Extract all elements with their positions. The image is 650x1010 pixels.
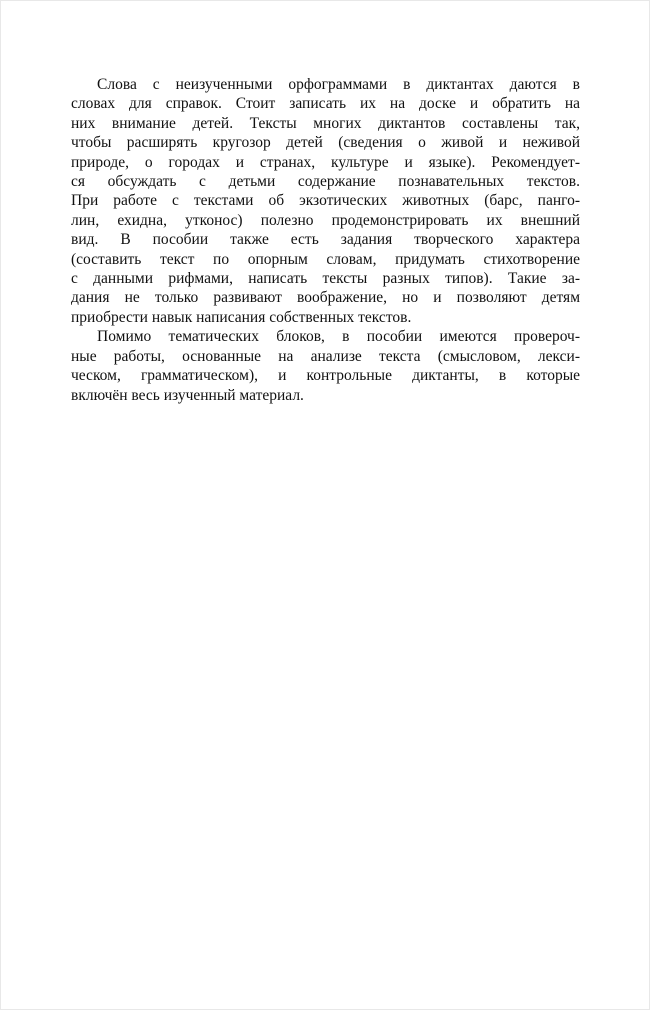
text-line: ные работы, основанные на анализе текста (смысловом, лекси- bbox=[71, 347, 580, 365]
text-line: чтобы расширять кругозор детей (сведения о живой и неживой bbox=[71, 134, 580, 152]
text-line: вид. В пособии также есть задания творческого характера bbox=[71, 231, 580, 249]
text-line: словах для справок. Стоит записать их на доске и обратить на bbox=[71, 95, 580, 113]
text-line: дания не только развивают воображение, но и позволяют детям bbox=[71, 289, 580, 307]
text-line: ся обсуждать с детьми содержание познавательных текстов. bbox=[71, 173, 580, 191]
paragraph bbox=[71, 75, 580, 327]
text-line: них внимание детей. Тексты многих диктантов составлены так, bbox=[71, 114, 580, 132]
text-block bbox=[71, 75, 580, 405]
text-line: включён весь изученный материал. bbox=[71, 386, 304, 404]
text-line: приобрести навык написания собственных текстов. bbox=[71, 308, 412, 326]
text-line: ческом, грамматическом), и контрольные диктанты, в которые bbox=[71, 367, 580, 385]
text-line: Помимо тематических блоков, в пособии имеются провероч- bbox=[97, 328, 580, 346]
paragraph bbox=[71, 327, 580, 405]
text-line: (составить текст по опорным словам, придумать стихотворение bbox=[71, 250, 580, 268]
text-line: лин, ехидна, утконос) полезно продемонстрировать их внешний bbox=[71, 211, 580, 229]
text-line: природе, о городах и странах, культуре и языке). Рекомендует- bbox=[71, 153, 580, 171]
text-line: Слова с неизученными орфограммами в диктантах даются в bbox=[97, 76, 580, 93]
text-line: При работе с текстами об экзотических животных (барс, панго- bbox=[71, 192, 580, 210]
text-line: с данными рифмами, написать тексты разных типов). Такие за- bbox=[71, 270, 580, 288]
